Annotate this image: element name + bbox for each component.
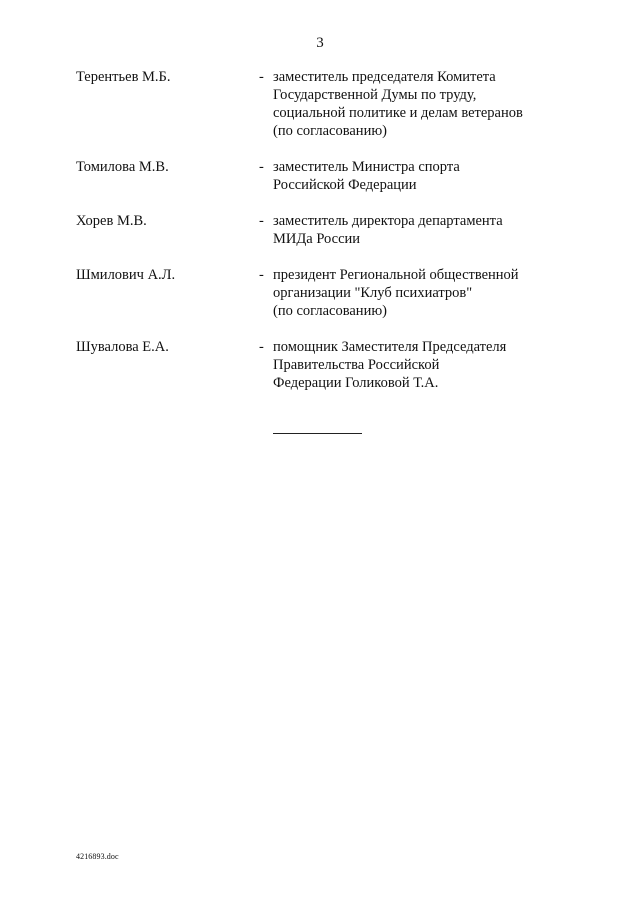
member-name: Терентьев М.Б.	[76, 69, 171, 85]
position-line: Российской Федерации	[273, 177, 417, 193]
member-name: Шувалова Е.А.	[76, 339, 169, 355]
document-file-id: 4216893.doc	[76, 852, 119, 861]
member-name: Шмилович А.Л.	[76, 267, 176, 283]
list-item	[76, 68, 576, 140]
list-item	[76, 338, 576, 392]
position-line: заместитель Министра спорта	[273, 159, 460, 175]
member-position	[273, 338, 573, 392]
position-line: заместитель директора департамента	[273, 213, 503, 229]
dash-separator: -	[259, 339, 264, 355]
list-item	[76, 212, 576, 248]
member-name: Томилова М.В.	[76, 159, 169, 175]
dash-separator: -	[259, 213, 264, 229]
end-divider	[273, 433, 362, 434]
member-position	[273, 266, 573, 320]
position-line: (по согласованию)	[273, 123, 387, 139]
list-item	[76, 266, 576, 320]
dash-separator: -	[259, 159, 264, 175]
position-line: Государственной Думы по труду,	[273, 87, 477, 103]
position-line: организации "Клуб психиатров"	[273, 285, 473, 301]
page-number: 3	[316, 35, 324, 51]
position-line: заместитель председателя Комитета	[273, 69, 496, 85]
member-position	[273, 212, 573, 248]
list-item	[76, 158, 576, 194]
members-list	[76, 68, 576, 410]
position-line: МИДа России	[273, 231, 361, 247]
position-line: президент Региональной общественной	[273, 267, 519, 283]
member-name: Хорев М.В.	[76, 213, 147, 229]
member-position	[273, 68, 573, 140]
position-line: (по согласованию)	[273, 303, 387, 319]
position-line: помощник Заместителя Председателя	[273, 339, 507, 355]
position-line: социальной политике и делам ветеранов	[273, 105, 523, 121]
position-line: Правительства Российской	[273, 357, 440, 373]
position-line: Федерации Голиковой Т.А.	[273, 375, 439, 391]
member-position	[273, 158, 573, 194]
dash-separator: -	[259, 69, 264, 85]
dash-separator: -	[259, 267, 264, 283]
